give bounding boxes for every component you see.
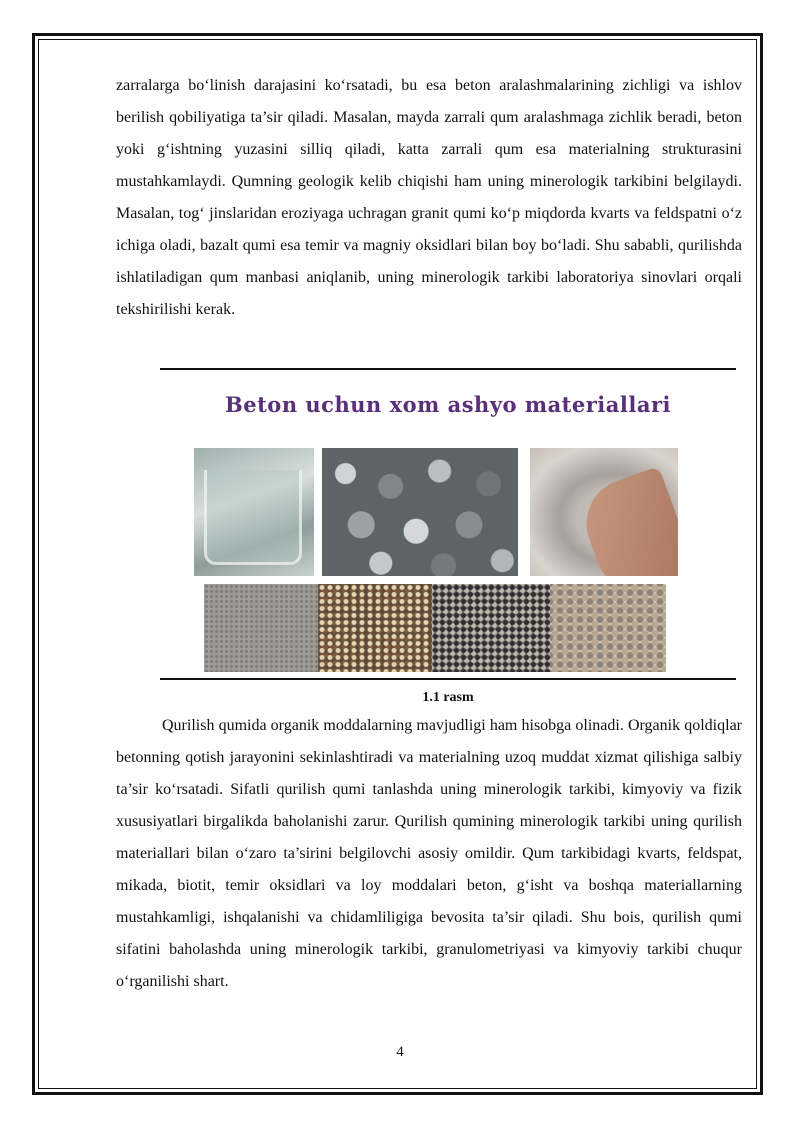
water-photo xyxy=(194,448,314,576)
aggregate-sample-3 xyxy=(432,584,550,672)
figure-caption: 1.1 rasm xyxy=(422,690,474,705)
hand-shape xyxy=(574,466,678,576)
paragraph-2: Qurilish qumida organik moddalarning mavjudligi ham hisobga olinadi. Organik qoldiqlar betonning qotish jarayonini sekinlashtiradi va materialning uzoq muddat xizmat qilishiga salbiy ta’sir ko‘rsatadi. Sifatli qurilish qumi tanlashda uning minerologik tarkibi, kimyoviy va fizik xususiyatlari birgalikda baholanishi zarur. Qurilish qumining minerologik tarkibi uning qurilish materiallari bilan o‘zaro ta’sirini belgilovchi asosiy omildir. Qum tarkibidagi kvarts, feldspat, mikada, biotit, temir oksidlari va loy moddalari beton, g‘isht va boshqa materiallarning mustahkamligi, ishqalanishi va chidamliligiga bevosita ta’sir qiladi. Shu bois, qurilish qumi sifatini baholashda uning minerologik tarkibi, granulometriyasi va kimyoviy tarkibi chuqur o‘rganilishi shart. xyxy=(116,717,742,990)
glass-shape xyxy=(204,470,302,565)
figure-title: Beton uchun xom ashyo materiallari xyxy=(225,392,671,417)
cement-in-hand-photo xyxy=(530,448,678,576)
page-number: 4 xyxy=(396,1044,404,1060)
figure-bottom-rule xyxy=(160,678,736,680)
gravel-photo xyxy=(322,448,518,576)
aggregate-sample-4 xyxy=(550,584,666,672)
figure-top-rule xyxy=(160,368,736,370)
paragraph-1: zarralarga bo‘linish darajasini ko‘rsatadi, bu esa beton aralashmalarining zichligi va ishlov berilish qobiliyatiga ta’sir qiladi. Masalan, mayda zarrali qum aralashmaga zichlik beradi, beton yoki g‘ishtning yuzasini silliq qiladi, katta zarrali qum esa materialning strukturasini mustahkamlaydi. Qumning geologik kelib chiqishi ham uning minerologik tarkibini belgilaydi. Masalan, tog‘ jinslaridan eroziyaga uchragan granit qumi ko‘p miqdorda kvarts va feldspatni o‘z ichiga oladi, bazalt qumi esa temir va magniy oksidlari bilan boy bo‘ladi. Shu sababli, qurilishda ishlatiladigan qum manbasi aniqlanib, uning minerologik tarkibi laboratoriya sinovlari orqali tekshirilishi kerak. xyxy=(116,77,742,318)
aggregate-sample-1 xyxy=(204,584,318,672)
aggregate-sample-2 xyxy=(318,584,432,672)
